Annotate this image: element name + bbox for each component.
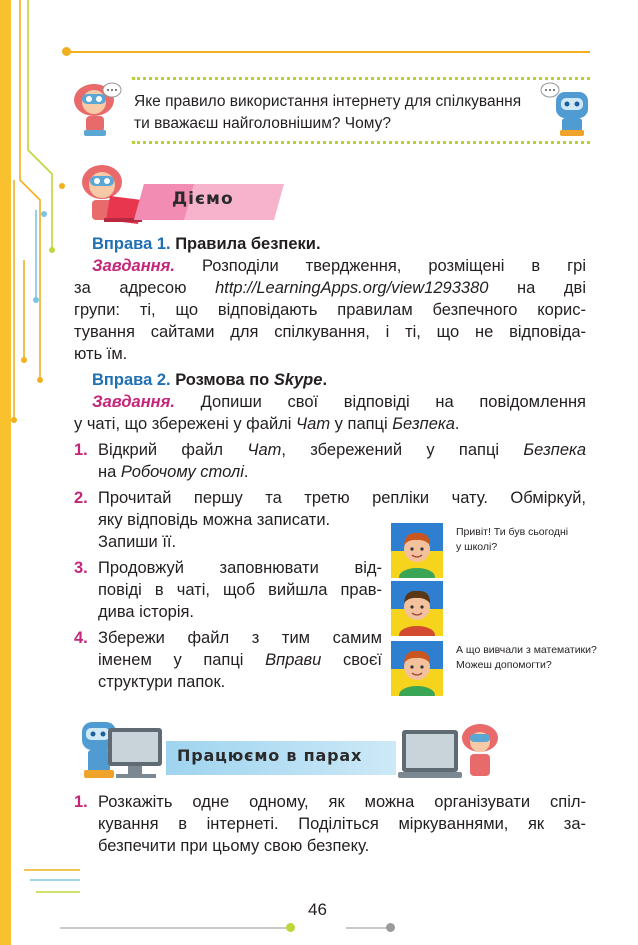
exercise2-task-label: Завдання. xyxy=(92,393,175,411)
step2-line1: Прочитай першу та третю репліки чату. Обміркуй, xyxy=(98,489,586,507)
step1-line2: на Робочому столі. xyxy=(98,463,249,481)
footer-dot-right xyxy=(386,923,395,932)
top-rule xyxy=(66,51,590,53)
pair-task-number: 1. xyxy=(74,793,88,811)
exercise2-task-line1: Завдання. Допиши свої відповіді на повідомлення xyxy=(92,393,586,411)
exercise1-task-line1: Завдання. Розподіли твердження, розміщені в грі xyxy=(92,257,586,275)
dotted-rule-bottom xyxy=(132,141,590,144)
step3-line1: Продовжуй заповнювати від- xyxy=(98,559,382,577)
chat-avatar-2 xyxy=(391,581,443,636)
step2-line2: яку відповідь можна записати. xyxy=(98,511,331,529)
learningapps-url[interactable]: http://LearningApps.org/view1293380 xyxy=(215,279,489,297)
chat-avatar-1 xyxy=(391,523,443,578)
pair-task-line1: Розкажіть одне одному, як можна організувати спіл- xyxy=(98,793,586,811)
discussion-question: Яке правило використання інтернету для спілкування ти вважаєш найголовнішим? Чому? xyxy=(134,93,522,132)
chat-message-1: Привіт! Ти був сьогодні у школі? xyxy=(456,526,569,553)
step4-number: 4. xyxy=(74,629,88,647)
page-number: 46 xyxy=(308,900,327,919)
step1-line1: Відкрий файл Чат, збережений у папці Безпека xyxy=(98,441,586,459)
dotted-rule-top xyxy=(132,77,590,80)
pair-task-line3: безпечити при цьому свою безпеку. xyxy=(98,837,370,855)
footer-rule-right xyxy=(346,927,386,929)
exercise1-task-label: Завдання. xyxy=(92,257,175,275)
step4-line3: структури папок. xyxy=(98,673,226,691)
girl-robot-icon xyxy=(64,80,126,138)
pair-task-line2: кування в інтернеті. Поділіться міркуваннями, як за- xyxy=(98,815,586,833)
chat-avatar-3 xyxy=(391,641,443,696)
step1-number: 1. xyxy=(74,441,88,459)
step3-number: 3. xyxy=(74,559,88,577)
exercise1-title: Правила безпеки. xyxy=(175,235,321,253)
robot-computer-icon xyxy=(76,710,172,782)
circuit-decoration xyxy=(0,0,80,945)
exercise1-task-line3: групи: ті, що відповідають правилам безпечного корис- xyxy=(74,301,586,319)
exercise1-label: Вправа 1. xyxy=(92,235,171,253)
step3-line3: дива історія. xyxy=(98,603,195,621)
exercise1-heading xyxy=(92,233,321,255)
boy-robot-icon xyxy=(534,80,598,138)
exercise2-label: Вправа 2. xyxy=(92,371,171,389)
exercise1-task-line5: ють їм. xyxy=(74,345,128,363)
section-title-diemo: Діємо xyxy=(172,189,234,209)
exercise2-heading: Вправа 2. Розмова по Skype. xyxy=(92,371,328,389)
step2-number: 2. xyxy=(74,489,88,507)
top-rule-dot xyxy=(62,47,71,56)
step3-line2: повіді в чаті, щоб вийшла прав- xyxy=(98,581,382,599)
exercise2-task-line2: у чаті, що збережені у файлі Чат у папці Безпека. xyxy=(74,415,460,433)
step4-line1: Збережи файл з тим самим xyxy=(98,629,382,647)
section-title-pairs: Працюємо в парах xyxy=(177,746,363,765)
chat-message-3: А що вивчали з математики? Можеш допомогти? xyxy=(456,644,597,671)
exercise1-task-line4: тування сайтами для спілкування, і ті, що не відповіда- xyxy=(74,323,586,341)
footer-dot-left xyxy=(286,923,295,932)
footer-rule-left xyxy=(60,927,290,929)
girl-laptop-icon-2 xyxy=(396,720,506,784)
exercise1-task-line2: за адресою http://LearningApps.org/view1293380 на дві xyxy=(74,279,586,297)
step2-line3: Запиши її. xyxy=(98,533,177,551)
step4-line2: іменем у папці Вправи своєї xyxy=(98,651,382,669)
